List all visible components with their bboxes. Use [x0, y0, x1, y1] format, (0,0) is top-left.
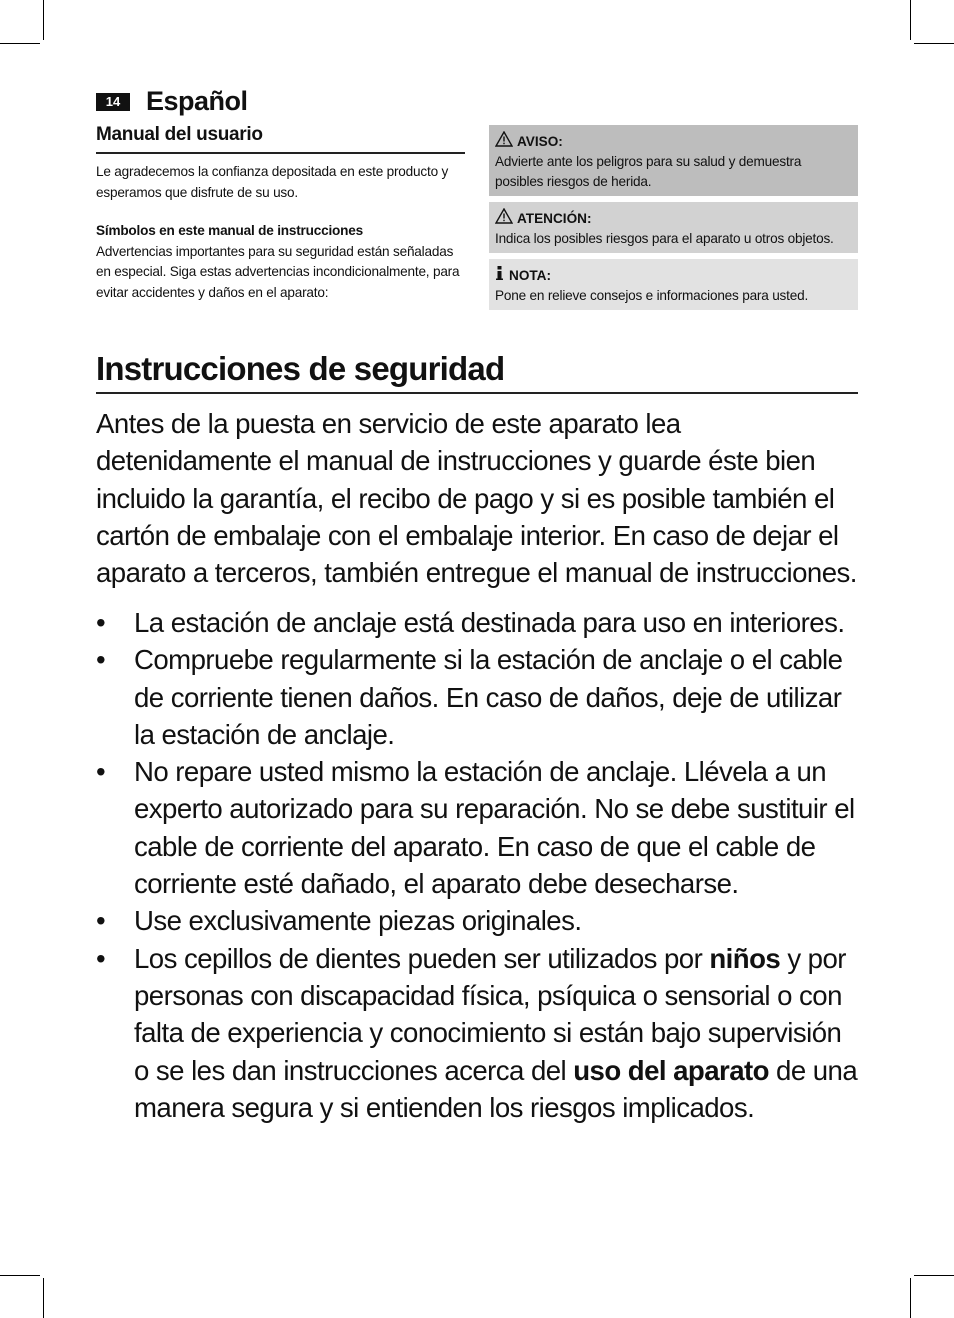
- crop-mark: [914, 1275, 954, 1276]
- list-item: [96, 753, 862, 902]
- nota-label-text: NOTA:: [509, 267, 552, 283]
- bullet-text-part: de una manera segura y si entienden los riesgos implicados.: [134, 1054, 858, 1123]
- crop-mark: [0, 1275, 40, 1276]
- symbols-text: Advertencias importantes para su seguridad están señaladas en especial. Siga estas advertencias incondicionalmente, para evitar accidentes y daños en el aparato:: [96, 243, 460, 300]
- bullet-icon: •: [96, 607, 106, 638]
- nota-text: Pone en relieve consejos e informaciones para usted.: [495, 288, 809, 303]
- nota-box: [489, 259, 858, 310]
- aviso-label: [495, 131, 852, 152]
- safety-bullet-list: [96, 604, 862, 1126]
- info-icon: [495, 265, 505, 286]
- bullet-icon: •: [96, 644, 106, 676]
- crop-mark: [0, 43, 40, 44]
- warning-triangle-icon: [495, 131, 513, 152]
- notice-legend: [489, 125, 858, 316]
- user-manual-section: [96, 124, 465, 303]
- crop-mark: [914, 43, 954, 44]
- list-item: [96, 940, 862, 1126]
- bullet-text-part: Los cepillos de dientes pueden ser utilizados por: [134, 942, 710, 974]
- crop-mark: [910, 0, 911, 40]
- aviso-text: Advierte ante los peligros para su salud y demuestra posibles riesgos de herida.: [495, 154, 802, 189]
- crop-mark: [910, 1278, 911, 1318]
- emphasis-device-use: uso del aparato: [573, 1054, 769, 1086]
- warning-triangle-icon: [495, 208, 513, 229]
- bullet-icon: •: [96, 756, 106, 788]
- symbols-heading: Símbolos en este manual de instrucciones: [96, 223, 363, 238]
- language-heading: Español: [146, 86, 248, 116]
- list-item: [96, 641, 862, 753]
- list-item: [96, 604, 862, 641]
- atencion-box: [489, 202, 858, 253]
- page-number: 14: [96, 93, 130, 111]
- bullet-text: Use exclusivamente piezas originales.: [134, 905, 582, 937]
- nota-label: [495, 265, 852, 286]
- bullet-text-part: y por personas con discapacidad física, psíquica o sensorial o con falta de experiencia y conocimiento si están bajo supervisión o se les dan instrucciones acerca del: [134, 942, 846, 1086]
- atencion-label-text: ATENCIÓN:: [517, 210, 592, 226]
- bullet-icon: •: [96, 905, 106, 937]
- list-item: [96, 902, 862, 939]
- emphasis-children: niños: [709, 942, 781, 974]
- section-title: Manual del usuario: [96, 124, 465, 154]
- bullet-text: No repare usted mismo la estación de anclaje. Llévela a un experto autorizado para su reparación. No se debe sustituir el cable de corriente del aparato. En caso de que el cable de corriente esté dañado, el aparato debe desecharse.: [134, 756, 855, 900]
- atencion-label: [495, 208, 852, 229]
- atencion-text: Indica los posibles riesgos para el aparato u otros objetos.: [495, 231, 834, 246]
- bullet-text: Compruebe regularmente si la estación de anclaje o el cable de corriente tienen daños. En caso de daños, deje de utilizar la estación de anclaje.: [134, 644, 843, 750]
- crop-mark: [43, 1278, 44, 1318]
- crop-mark: [43, 0, 44, 40]
- safety-title: Instrucciones de seguridad: [96, 350, 858, 394]
- aviso-box: [489, 125, 858, 196]
- aviso-label-text: AVISO:: [517, 133, 563, 149]
- page-header: [96, 86, 248, 117]
- bullet-text: La estación de anclaje está destinada para uso en interiores.: [134, 607, 845, 638]
- safety-intro: Antes de la puesta en servicio de este aparato lea detenidamente el manual de instrucciones y guarde éste bien incluido la garantía, el recibo de pago y si es posible también el cartón de embalaje con el embalaje interior. En caso de dejar el aparato a terceros, también entregue el manual de instrucciones.: [96, 408, 857, 589]
- bullet-icon: •: [96, 942, 106, 974]
- thanks-text: Le agradecemos la confianza depositada en este producto y esperamos que disfrute de su uso.: [96, 164, 449, 200]
